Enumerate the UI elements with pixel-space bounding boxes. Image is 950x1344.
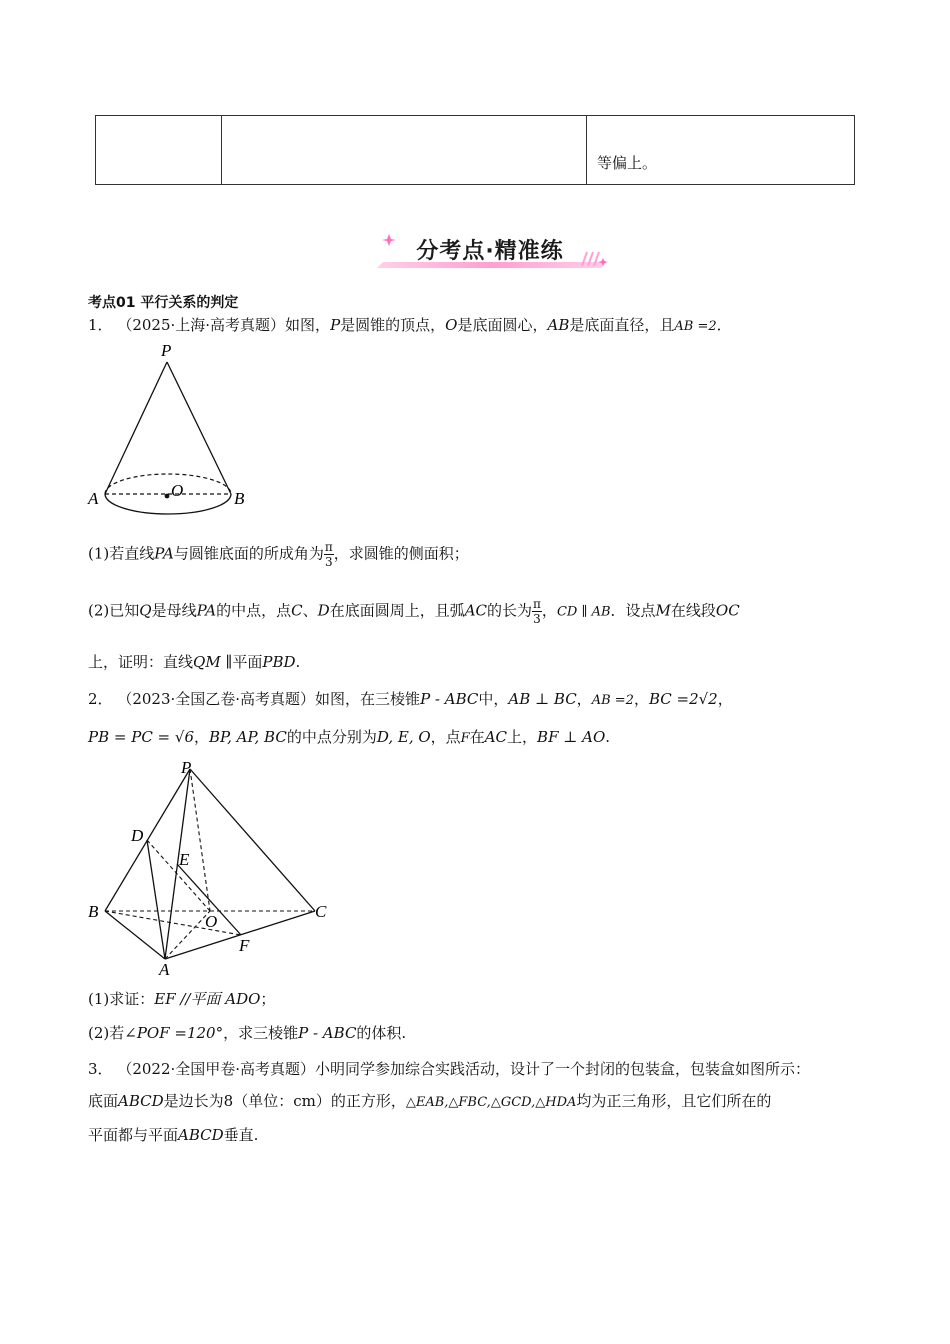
q2-part1: (1)求证：EF //平面 ADO； <box>88 990 276 1008</box>
label-B: B <box>234 489 245 508</box>
q2-stem-line2: PB = PC = √6，BP, AP, BC的中点分别为D, E, O，点F在AC上，BF ⊥ AO. <box>88 728 611 746</box>
label-O: O <box>171 481 184 500</box>
label-F: F <box>239 936 250 955</box>
label-A: A <box>88 489 99 508</box>
q2-part2: (2)若∠POF =120°，求三棱锥P - ABC的体积. <box>88 1024 407 1042</box>
table-column-divider <box>586 116 587 184</box>
q1-part2-line2: 上，证明：直线QM ∥平面PBD. <box>88 653 301 671</box>
q1-stem: 1． （2025·上海·高考真题）如图，P是圆锥的顶点，O是底面圆心，AB是底面直径，且AB =2． <box>88 316 732 334</box>
label-P: P <box>181 758 192 777</box>
banner-title: 分考点·精准练 <box>416 239 564 264</box>
q3-stem-line3: 平面都与平面ABCD垂直. <box>88 1126 259 1144</box>
label-C: C <box>315 902 327 921</box>
section-title: 考点01 平行关系的判定 <box>88 295 239 311</box>
fraction-pi-over-3: $\frac{\pi}{3}$ <box>533 597 541 626</box>
q3-stem: 3． （2022·全国甲卷·高考真题）小明同学参加综合实践活动，设计了一个封闭的包装盒，包装盒如图所示： <box>88 1060 811 1078</box>
label-P: P <box>161 341 172 360</box>
label-D: D <box>131 826 144 845</box>
fraction-pi-over-3: $\frac{\pi}{3}$ <box>324 540 333 569</box>
label-B: B <box>88 902 99 921</box>
continued-table <box>95 115 855 185</box>
q1-part2: (2)已知Q是母线PA的中点，点C、D在底面圆周上，且弧AC的长为 $\frac{\pi}{3}$ ，CD ∥ AB．设点M在线段OC <box>88 597 740 626</box>
q2-stem: 2． （2023·全国乙卷·高考真题）如图，在三棱锥P - ABC中，AB ⊥ BC，AB =2，BC =2√2， <box>88 690 733 708</box>
label-E: E <box>179 850 190 869</box>
tetrahedron-figure <box>85 755 335 983</box>
q1-part1: (1)若直线PA与圆锥底面的所成角为 $\frac{\pi}{3}$ ，求圆锥的侧面积； <box>88 540 469 569</box>
table-column-divider <box>221 116 222 184</box>
q3-stem-line2: 底面ABCD是边长为8（单位：cm）的正方形，△EAB,△FBC,△GCD,△HDA均为正三角形，且它们所在的 <box>88 1092 772 1110</box>
table-cell-text: 等偏上。 <box>597 154 658 172</box>
cone-figure <box>85 338 255 520</box>
label-A: A <box>159 960 170 979</box>
label-O: O <box>205 912 218 931</box>
